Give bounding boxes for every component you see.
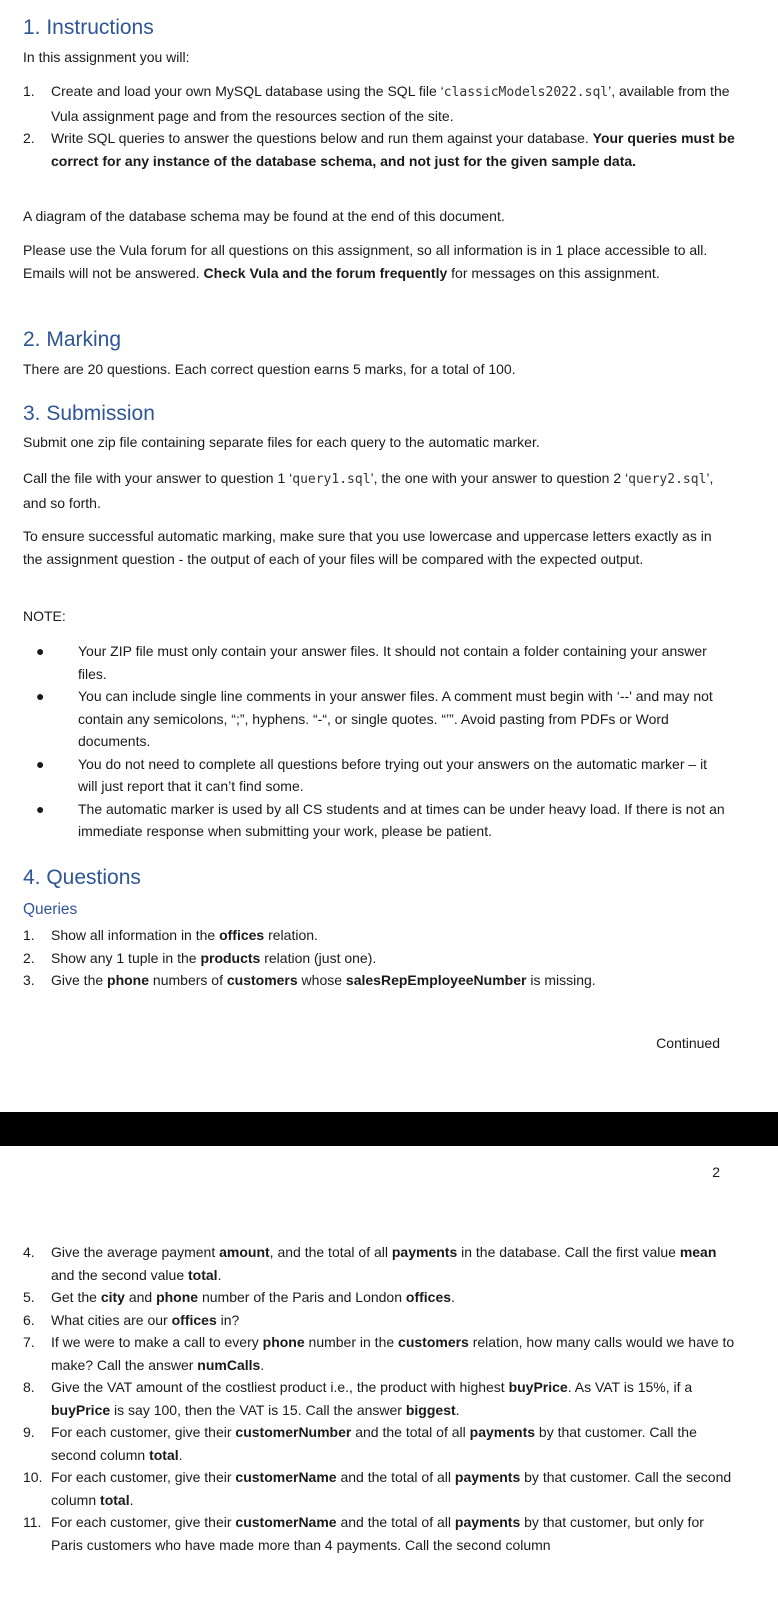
page-break	[0, 1112, 778, 1146]
question-9: 9. For each customer, give their customerNumber and the total of all payments by that customer. Call the second column total.	[23, 1424, 697, 1463]
bullet-icon: ●	[36, 688, 45, 704]
questions-list-page-1	[23, 924, 735, 992]
marking-heading: 2. Marking	[23, 328, 122, 351]
note-label: NOTE:	[23, 608, 66, 624]
forum-note: Please use the Vula forum for all questions on this assignment, so all information is in 1 place accessible to all. Emails will not be answered. Check Vula and the forum frequently for messages on this assignment.	[23, 242, 708, 281]
instructions-item-1: 1. Create and load your own MySQL database using the SQL file ‘classicModels2022.sql’, available from the Vula assignment page and from the resources section of the site.	[23, 83, 730, 124]
note-bullet-2: ● You can include single line comments in your answer files. A comment must begin with ‘--' and may not contain any semicolons, “;”, hyphens. “-“, or single quotes. “’”. Avoid pasting from PDFs or Word documents.	[36, 685, 726, 753]
question-11: 11. For each customer, give their customerName and the total of all payments by that customer, but only for Paris customers who have made more than 4 payments. Call the second column	[23, 1514, 704, 1553]
question-3: 3. Give the phone numbers of customers whose salesRepEmployeeNumber is missing.	[23, 972, 596, 988]
diagram-note: A diagram of the database schema may be found at the end of this document.	[23, 208, 505, 224]
questions-heading: 4. Questions	[23, 866, 141, 889]
bullet-icon: ●	[36, 800, 45, 817]
question-1: 1. Show all information in the offices relation.	[23, 927, 318, 943]
question-5: 5. Get the city and phone number of the Paris and London offices.	[23, 1289, 455, 1305]
submission-heading: 3. Submission	[23, 402, 155, 425]
continued-label: Continued	[656, 1035, 720, 1051]
document-page-2	[0, 1146, 778, 1600]
question-7: 7. If we were to make a call to every phone number in the customers relation, how many calls would we have to make? Call the answer numCalls.	[23, 1334, 735, 1373]
bullet-icon: ●	[36, 755, 45, 772]
note-bullets	[36, 640, 726, 843]
bullet-icon: ●	[36, 643, 45, 659]
queries-subheading: Queries	[23, 901, 78, 918]
questions-list-page-2	[23, 1241, 735, 1556]
instructions-heading: 1. Instructions	[23, 16, 154, 39]
note-bullet-3: ● You do not need to complete all questions before trying out your answers on the automatic marker – it will just report that it can’t find some.	[36, 753, 726, 798]
marking-text: There are 20 questions. Each correct question earns 5 marks, for a total of 100.	[23, 361, 516, 377]
question-8: 8. Give the VAT amount of the costliest product i.e., the product with highest buyPrice. As VAT is 15%, if a buyPrice is say 100, then the VAT is 15. Call the answer biggest.	[23, 1379, 693, 1418]
question-6: 6. What cities are our offices in?	[23, 1311, 240, 1328]
instructions-intro: In this assignment you will:	[23, 49, 190, 65]
instructions-item-2: 2. Write SQL queries to answer the questions below and run them against your database. Your queries must be correct for any instance of the database schema, and not just for the given sample data.	[23, 130, 735, 169]
case-sensitivity-note: To ensure successful automatic marking, make sure that you use lowercase and uppercase letters exactly as in the assignment question - the output of each of your files will be compared with the expected output.	[23, 528, 712, 567]
page-number: 2	[712, 1164, 720, 1180]
question-2: 2. Show any 1 tuple in the products relation (just one).	[23, 949, 377, 966]
question-4: 4. Give the average payment amount, and the total of all payments in the database. Call the first value mean and the second value total.	[23, 1244, 717, 1283]
sql-filename: classicModels2022.sql	[443, 85, 609, 100]
note-bullet-1: ● Your ZIP file must only contain your answer files. It should not contain a folder containing your answer files.	[36, 640, 726, 685]
file-naming-note: Call the file with your answer to question 1 ‘query1.sql’, the one with your answer to question 2 ‘query2.sql’, and so forth.	[23, 470, 714, 511]
note-bullet-4: ● The automatic marker is used by all CS students and at times can be under heavy load. If there is not an immediate response when submitting your work, please be patient.	[36, 798, 726, 843]
instructions-list	[23, 80, 735, 172]
submission-text: Submit one zip file containing separate files for each query to the automatic marker.	[23, 434, 540, 450]
question-10: 10. For each customer, give their customerName and the total of all payments by that customer. Call the second column total.	[23, 1469, 732, 1508]
